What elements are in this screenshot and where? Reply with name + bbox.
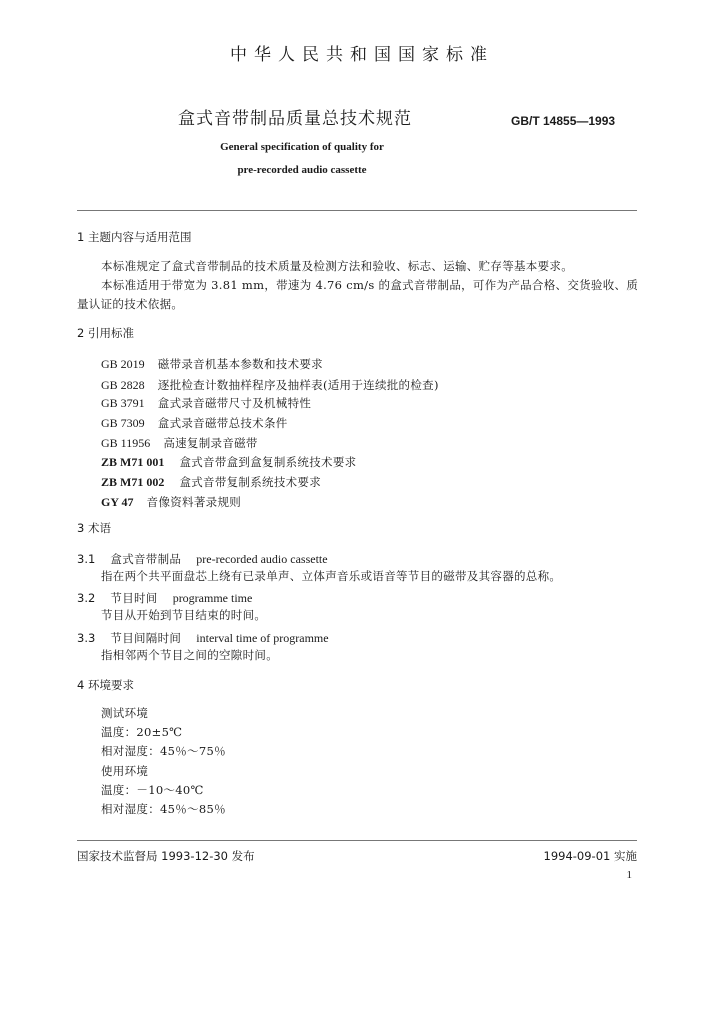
standard-number: GB/T 14855—1993 (511, 114, 616, 128)
term-chinese: 盒式音带制品 (110, 552, 182, 566)
term-definition: 指在两个共平面盘芯上绕有已录单声、立体声音乐或语音等节目的磁带及其容器的总称。 (101, 569, 562, 583)
environment-line: 使用环境 (101, 764, 149, 778)
reference-code: GB 2019 (101, 357, 145, 371)
reference-item (101, 353, 323, 372)
term-english: interval time of programme (196, 631, 329, 645)
term-english: pre-recorded audio cassette (196, 552, 328, 566)
reference-item (101, 451, 356, 470)
reference-item (101, 471, 321, 490)
issued-date: 国家技术监督局 1993-12-30 发布 (77, 849, 255, 863)
section1-para2-line2: 量认证的技术依据。 (77, 297, 184, 311)
reference-code: GB 7309 (101, 416, 145, 430)
reference-item (101, 491, 241, 510)
section1-para1: 本标准规定了盒式音带制品的技术质量及检测方法和验收、标志、运输、贮存等基本要求。 (101, 259, 573, 273)
english-title-line1: General specification of quality for (220, 141, 384, 153)
term-item (77, 548, 328, 567)
term-chinese: 节目时间 (110, 591, 158, 605)
english-title-line2: pre-recorded audio cassette (237, 164, 367, 176)
national-standard-title: 中华人民共和国国家标准 (230, 45, 494, 65)
term-item (77, 627, 329, 646)
reference-code: GB 3791 (101, 396, 145, 410)
page-number: 1 (626, 869, 632, 881)
section1-heading: 1 主题内容与适用范围 (77, 230, 192, 244)
reference-title: 盒式录音磁带尺寸及机械特性 (157, 396, 312, 410)
section1-para2-line1: 本标准适用于带宽为 3.81 mm，带速为 4.76 cm/s 的盒式音带制品，可作为产品合格、交货验收、质 (101, 278, 639, 292)
reference-title: 盒式音带盒到盒复制系统技术要求 (179, 455, 357, 469)
environment-line: 温度：－10～40℃ (101, 783, 204, 797)
environment-line: 相对湿度：45％～85％ (101, 802, 226, 816)
environment-line: 测试环境 (101, 706, 149, 720)
term-chinese: 节目间隔时间 (110, 631, 182, 645)
reference-title: 逐批检查计数抽样程序及抽样表(适用于连续批的检查) (157, 378, 439, 392)
section4-heading: 4 环境要求 (77, 678, 134, 692)
reference-item (101, 374, 439, 393)
reference-code: ZB M71 001 (101, 455, 165, 469)
section2-heading: 2 引用标准 (77, 326, 134, 340)
reference-item (101, 412, 288, 431)
reference-code: ZB M71 002 (101, 475, 165, 489)
term-item (77, 587, 252, 606)
term-number: 3.1 (77, 552, 96, 566)
section3-heading: 3 术语 (77, 521, 111, 535)
reference-title: 磁带录音机基本参数和技术要求 (157, 357, 323, 371)
standard-title: 盒式音带制品质量总技术规范 (178, 109, 412, 129)
reference-code: GB 11956 (101, 436, 151, 450)
reference-title: 盒式音带复制系统技术要求 (179, 475, 322, 489)
reference-item (101, 432, 258, 451)
environment-line: 温度：20±5℃ (101, 725, 183, 739)
reference-title: 高速复制录音磁带 (163, 436, 258, 450)
reference-title: 盒式录音磁带总技术条件 (157, 416, 288, 430)
reference-item (101, 392, 311, 411)
effective-date: 1994-09-01 实施 (543, 849, 637, 863)
reference-code: GB 2828 (101, 378, 145, 392)
footer-divider (77, 840, 637, 841)
term-number: 3.3 (77, 631, 96, 645)
reference-title: 音像资料著录规则 (146, 495, 242, 509)
header-divider (77, 210, 637, 211)
term-english: programme time (172, 591, 253, 605)
term-definition: 指相邻两个节目之间的空隙时间。 (101, 648, 278, 662)
term-definition: 节目从开始到节目结束的时间。 (101, 608, 267, 622)
term-number: 3.2 (77, 591, 96, 605)
environment-line: 相对湿度：45％～75％ (101, 744, 226, 758)
reference-code: GY 47 (101, 495, 134, 509)
